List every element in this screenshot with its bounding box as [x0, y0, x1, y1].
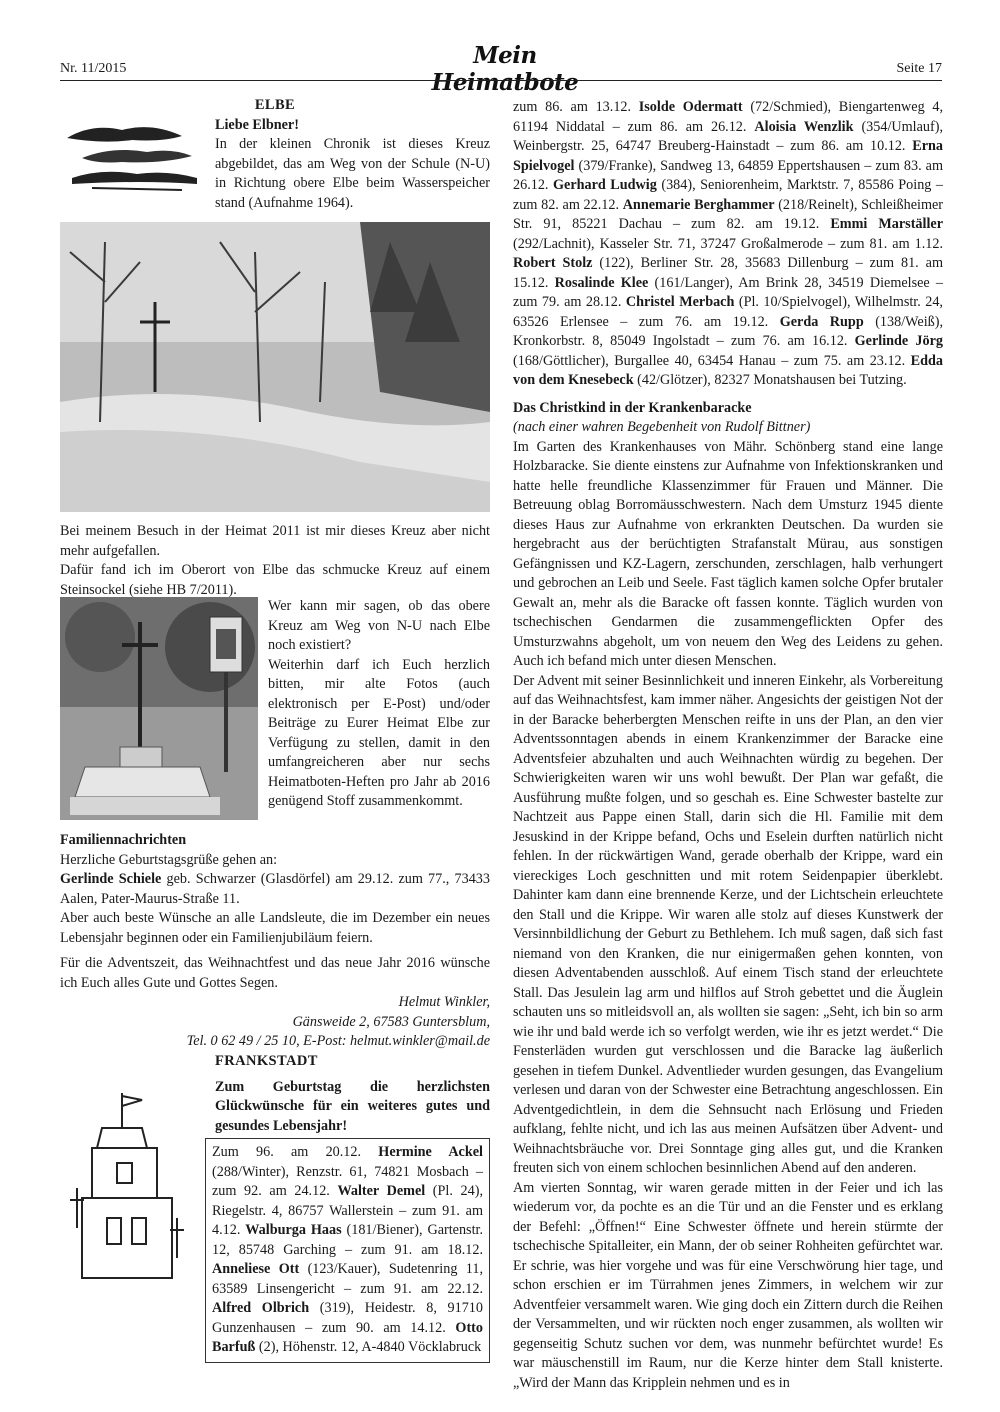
elbe-intro: In der kleinen Chronik ist dieses Kreuz abgebildet, das am Weg von der Schule (N-U) in Richtung obere Elbe beim Wasserspeicher stand (Aufnahme 1964). — [215, 136, 490, 211]
masthead-title: Mein Heimatbote — [431, 42, 579, 96]
elbe-request: Weiterhin darf ich Euch herzlich bitten, mir alte Fotos (auch elektronisch per E-Post) und/oder Beiträge zu Eurer Heimat Elbe zur Verfügung zu stellen, damit in den umfangreicheren aber nur sechs Heimatboten-Heften pro Jahr ab 2016 genügend Stoff zusammenkommt. — [268, 656, 490, 809]
family-entry: Gerlinde Schiele geb. Schwarzer (Glasdörfel) am 29.12. zum 77., 73433 Aalen, Pater-Maurus-Straße 11. — [60, 871, 490, 907]
signature-contact: Tel. 0 62 49 / 25 10, E-Post: helmut.winkler@mail.de — [186, 1033, 490, 1049]
photo-stone-cross — [60, 597, 258, 820]
family-greeting: Herzliche Geburtstagsgrüße gehen an: — [60, 851, 278, 868]
story-subtitle: (nach einer wahren Begebenheit von Rudolf Bittner) — [513, 419, 811, 435]
frankstadt-birthday-box: Zum 96. am 20.12. Hermine Ackel (288/Winter), Renzstr. 61, 74821 Mosbach – zum 92. am 24.12. Walter Demel (Pl. 24), Riegelstr. 4, 86757 Wallerstein – zum 91. am 4.12. Walburga Haas (181/Biener), Gartenstr. 12, 85748 Garching – zum 91. am 18.12. Anneliese Ott (123/Kauer), Sudetenring 11, 63589 Linsengericht – zum 91. am 22.12. Alfred Olbrich (319), Heidestr. 8, 91710 Gunzenhausen – zum 90. am 14.12. Otto Barfuß (2), Höhenstr. 12, A-4840 Vöcklabruck — [205, 1138, 490, 1363]
story-paragraph-1: Im Garten des Krankenhauses von Mähr. Schönberg stand eine lange Holzbaracke. Sie diente einstens zur Aufnahme von Infektionskranken und hatte helle freundliche Klassenzimmer für Frauen und Männer. Die Betreuung oblag Borromäusschwestern. Nach dem Umsturz 1945 diente dieses Haus zur Aufnahme von erkrankten Deutschen. Da wurden sie hergebracht aus der berüchtigten Strafanstalt Mürau, aus sonstigen Gefängnissen und KZ-Lagern, zerschunden, zerschlagen, halb verhungert und gebrochen an Leib und Seele. Fast täglich kamen solche Opfer brutaler Gewalt an, mehr als die Baracke oft fassen konnte. Täglich wurden von tschechischen Gendarmen die zusammengeflickten Opfer des Umsturzwahns abgeholt, um von neuem den Weg des Leidens zu gehen. Auch ich befand mich unter diesen Menschen. — [513, 438, 943, 669]
page-number: Seite 17 — [896, 61, 942, 76]
landscape-drawing — [62, 118, 202, 196]
family-advent: Für die Adventszeit, das Weihnachtfest und das neue Jahr 2016 wünsche ich Euch alles Gute und Gottes Segen. — [60, 955, 490, 991]
issue-number: Nr. 11/2015 — [60, 61, 127, 76]
family-wishes: Aber auch beste Wünsche an alle Landsleute, die im Dezember ein neues Lebensjahr beginnen oder ein Familienjubiläum feiern. — [60, 910, 490, 946]
elbe-greeting: Liebe Elbner! — [215, 116, 299, 133]
family-heading: Familiennachrichten — [60, 832, 187, 848]
right-column — [513, 98, 943, 1393]
elbe-heading: ELBE — [254, 97, 296, 113]
story-title: Das Christkind in der Krankenbaracke — [513, 399, 752, 416]
story-paragraph-2: Der Advent mit seiner Besinnlichkeit und inneren Einkehr, als Vorbereitung auf das Weihnachtsfest, kam immer näher. Angesichts der geistigen Not der in der Baracke beherbergten Menschen reifte in uns der Plan, an den vier Adventssonntagen abends in einem Krankenzimmer der Baracke eine Adventsfeier abzuhalten und auch Weihnachten würdig zu begehen. Der Schwierigkeiten waren wir uns wohl bewußt. Der Plan war gefaßt, die Ausführung mußte folgen, und so geschah es. Eine Schwester bastelte zur Nachtzeit aus Pappe einen Stall, darin sich die Hl. Familie mit dem Jesuskind in der Krippe befand, Ochs und Eselein durften natürlich nicht fehlen. In der rückwärtigen Wand, gerade oberhalb der Krippe, ward ein viereckiges Loch geschnitten und mit rotem Seidenpapier überklebt. Dahinter kam dann eine brennende Kerze, und der Lichtschein erleuchtete den Stall und die Krippe. Wir waren alle stolz auf dieses Kunstwerk der Versinnbildlichung der Geburt zu Bethlehem. Ich muß sagen, daß sich fast niemand von den Kranken, die nur einigermaßen gehen konnten, von diesen Adventabenden ausschloß. Auf einem Tisch stand der erleuchtete Stall. Das Jesulein lag arm und hilflos auf Stroh gebettet und die Äuglein schauten uns so mitleidsvoll an, als wollten sie sagen: „Seht, ich bin so arm wie ihr und bald werde ich so verfolgt werden, wie ihr es jetzt werdet.“ Die Fensterläden wurden gut verschlossen und die Baracke lag äußerlich gesehen in tiefem Dunkel. Adventlieder wurden gesungen, das Evangelium verlesen und daran von der Schwester eine Betrachtung angeschlossen. Ein Adventgedichtlein, in dem die Sehnsucht nach Erlösung und Frieden aufklang, fehlte nicht, und ich las aus meinen Aufsätzen über Advent- und Weihnachtsbräuche vor. Drei Sonntage ging alles gut, und die Kranken freuten sich von einem schlochen besinnlichen Abend auf den anderen. — [513, 672, 943, 1176]
story-paragraph-3: Am vierten Sonntag, wir waren gerade mitten in der Feier und ich las wiederum vor, da pochte es an die Tür und an die Fenster und es erklang der Befehl: „Öffnen!“ Eine Schwester öffnete und herein stürmte der tschechische Spitalleiter, ein Mann, der ob seiner Rohheiten gefürchtet war. Er schrie, was hier vorgehe und was für eine Verschwörung hier tage, und schon erschien er im Türrahmen jenes Zimmers, in welchem wir zur Adventfeier versammelt waren. Wie ging doch ein Zittern durch die Reihen der Versammelten, und wir rückten noch enger zusammen, als wollten wir gegenseitig Schutz suchen vor dem, was nunmehr befürchtet wurde! Es war mäuschenstill im Raum, nur die Kerze hinter dem Stall knisterte. „Wird der Mann das Kripplein nehmen und es in — [513, 1179, 943, 1391]
header-rule — [60, 80, 942, 81]
frankstadt-subhead: Zum Geburtstag die herzlichsten Glückwünsche für ein weiteres gutes und gesundes Lebensjahr! — [215, 1078, 490, 1134]
signature-address: Gänsweide 2, 67583 Guntersblum, — [292, 1013, 490, 1030]
birthday-list-continued: zum 86. am 13.12. Isolde Odermatt (72/Schmied), Biengartenweg 4, 61194 Niddatal – zum 86. am 26.12. Aloisia Wenzlik (354/Umlauf), Weinbergstr. 25, 64747 Breuberg-Hainstadt – zum 86. am 10.12. Erna Spielvogel (379/Franke), Sandweg 13, 64859 Eppertshausen – zum 83. am 26.12. Gerhard Ludwig (384), Seniorenheim, Marktstr. 7, 85586 Poing – zum 82. am 22.12. Annemarie Berghammer (218/Reinelt), Schleißheimer Str. 91, 85221 Dachau – zum 82. am 19.12. Emmi Marställer (292/Lachnit), Kasseler Str. 71, 37247 Großalmerode – zum 81. am 1.12. Robert Stolz (122), Berliner Str. 28, 35683 Dillenburg – zum 81. am 15.12. Rosalinde Klee (161/Langer), Am Brink 28, 34519 Diemelsee – zum 79. am 28.12. Christel Merbach (Pl. 10/Spielvogel), Wilhelmstr. 24, 63526 Erlensee – zum 76. am 19.12. Gerda Rupp (138/Weiß), Kronkorbstr. 8, 85049 Ingolstadt – zum 76. am 16.12. Gerlinde Jörg (168/Göttlicher), Burgallee 40, 63454 Hanau – zum 75. am 23.12. Edda von dem Knesebeck (42/Glötzer), 82327 Monatshausen bei Tutzing. — [513, 99, 944, 388]
elbe-visit: Bei meinem Besuch in der Heimat 2011 ist mir dieses Kreuz aber nicht mehr aufgefallen. — [60, 523, 490, 559]
photo-wayside-cross-1964 — [60, 222, 490, 512]
elbe-question: Wer kann mir sagen, ob das obere Kreuz am Weg von N-U nach Elbe noch existiert? — [268, 598, 490, 653]
elbe-found: Dafür fand ich im Oberort von Elbe das schmucke Kreuz auf einem Steinsockel (siehe HB 7/2011). — [60, 562, 490, 598]
church-drawing — [62, 1088, 202, 1288]
signature-name: Helmut Winkler, — [398, 994, 490, 1010]
frankstadt-heading: FRANKSTADT — [215, 1053, 318, 1069]
